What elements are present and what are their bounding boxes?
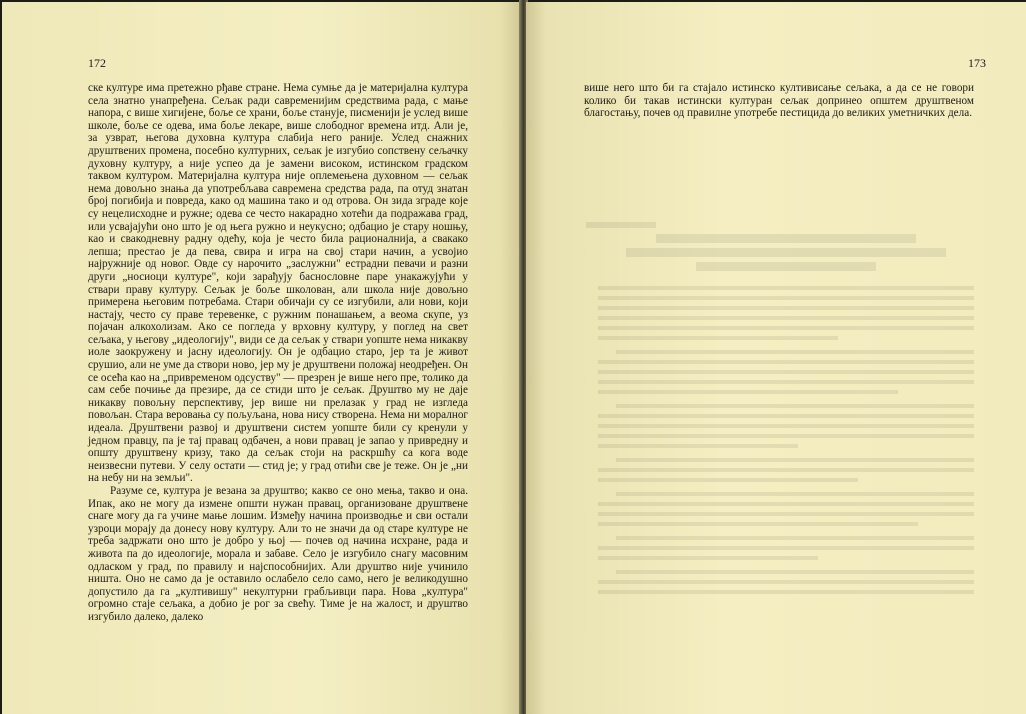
page-number-right: 173: [968, 56, 986, 70]
right-page-text: [584, 82, 974, 120]
paragraph: Разуме се, култура је везана за друштво; какво се оно мења, такво и она. Ипак, ако не могу да измене општи нужан правац, организоване друштвене снаге могу да га учине мање лошим. Између начина производње и сви остали узроци морају да донесу нову културу. Али то не значи да од старе културе не треба задржати оно што је добро у њој — почев од начина исхране, рада и живота па до идеологије, морала и забаве. Село је изгубило снагу масовним одласком у град, по правилу и најспособнијих. Али друштво није учинило ништа. Оно не само да је оставило ослабело село само, него је великодушно допустило да га „култивишу" некултурни грабљивци пара. Нова „култура" огромно стаје сељака, а добио је рог за свећу. Тиме је на жалост, и друштво изгубило далеко, далеко: [88, 485, 468, 623]
left-page: [2, 2, 521, 714]
paragraph: више него што би га стајало истинско култивисање сељака, а да се не говори колико би такав истински културан сељак допринео општем друштвеном благостању, почев од правилне употребе пестицида до великих уметничких дела.: [584, 82, 974, 120]
right-page: [526, 2, 1026, 714]
page-number-left: 172: [88, 56, 106, 70]
left-page-text: [88, 82, 468, 624]
paragraph: ске културе има претежно рђаве стране. Нема сумње да је материјална култура села знатно унапређена. Сељак ради савременијим средствима рада, с мање напора, с више хигијене, боље се храни, боље станује, писменији је услед више школе, боље се одева, има боље лекаре, више слободног времена итд. Али је, за узврат, његова духовна култура слабија него раније. Услед снажних друштвених промена, посебно културних, сељак је изгубио сопствену сељачку духовну културу, а није успео да је замени високом, истинском градском таквом културом. Материјална култура није оплемењена духовном — сељак нема довољно знања да употребљава савремена средства рада, па отуд знатан број погибија и повреда, како од машина тако и од отрова. Он зида зграде које су нецелисходне и ружне; одева се често накарадно хотећи да подражава град, или усвајајући оно што је од њега ружно и неукусно; одбацио је стару ношњу, као и свакодневну радну одећу, која је често била рационалнија, а свакако лепша; престао је да пева, свира и игра на свој стари начин, а усвојио најружније од новог. Овде су нарочито „заслужни" естрадни певачи и разни други „носиоци културе", који зарађују баснословне паре унакажујући у ствари праву културу. Сељак је боље школован, али школа није довољно примерена његовим потребама. Стари обичаји су се изгубили, али нови, који настају, често су праве теревенке, с ружним понашањем, а веома скупе, уз појачан алкохолизам. Ако се погледа у врховну културу, у поглед на свет сељака, у његову „идеологију", види се да сељак у ствари уопште нема никакву иоле заокружену и јасну идеологију. Он је одбацио старо, јер та је живот срушио, али не уме да створи ново, јер му је друштвени положај неодређен. Он се осећа као на „привременом одсуству" — презрен је више него пре, толико да сам себе почиње да презире, да се стиди што је сељак. Друштво му не даје никакву повољну перспективу, јер више ни прелазак у град не изгледа повољан. Стара веровања су пољуљана, нова нису створена. Нема ни моралног идеала. Друштвени развој и друштвени систем уопште били су кренули у једном правцу, па је тај правац одбачен, а нови правац је запао у привредну и општу друштвену кризу, тако да сељак стоји на раскршћу са кога воде неизвесни путеви. У селу остати — стид је; у град отићи све је теже. Он је „ни на небу ни на земљи".: [88, 82, 468, 485]
bleed-through-texture: [586, 222, 986, 602]
